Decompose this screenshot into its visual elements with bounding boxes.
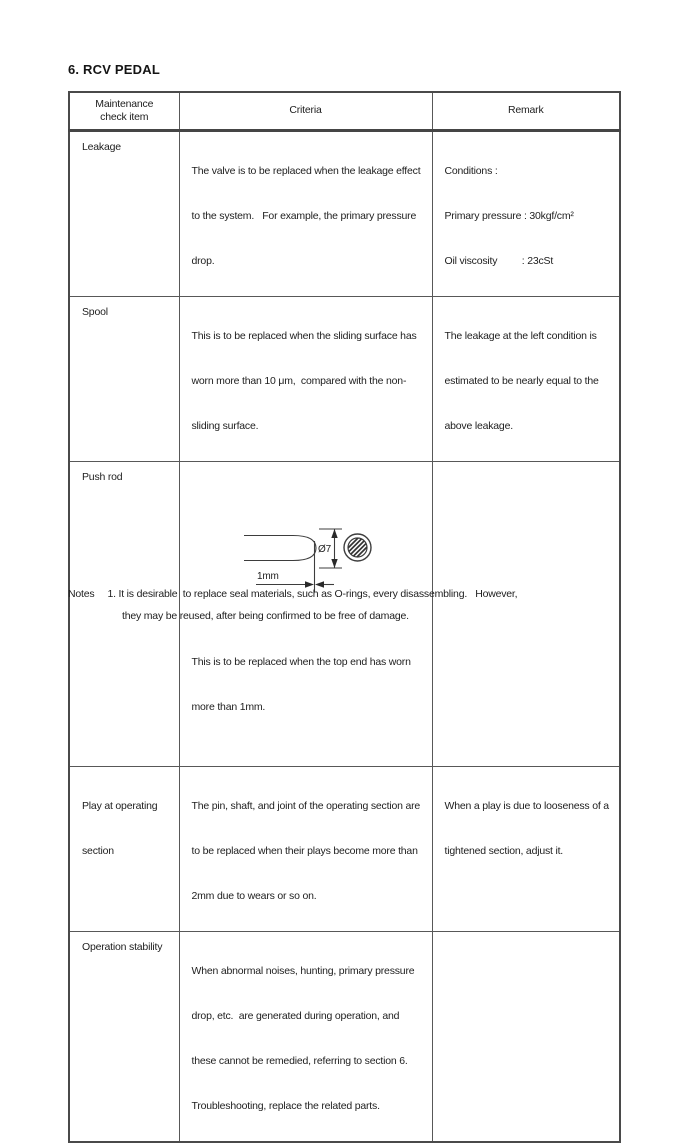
notes-section [68,583,633,627]
header-line: check item [100,111,149,123]
page-title: 6. RCV PEDAL [68,62,160,77]
table-row-operation-stability [69,932,620,1143]
notes-line-1 [68,583,633,605]
hatch-lines [345,535,370,560]
cell-item-spool [69,297,179,462]
text-line: sliding surface. [191,420,259,432]
cell-criteria-leakage [179,131,432,297]
text-line: Play at operating [82,800,158,812]
text-line: The pin, shaft, and joint of the operating section are [191,800,421,812]
text-line: Spool [82,306,108,318]
cell-item-leakage [69,131,179,297]
cell-remark-leakage [432,131,620,297]
cell-remark-stability-empty [432,932,620,1143]
text-line: to the system. For example, the primary pressure [191,210,417,222]
cell-item-stability [69,932,179,1143]
text-line: these cannot be remedied, referring to section 6. [191,1055,408,1067]
cell-criteria-stability [179,932,432,1143]
text-line: worn more than 10 μm, compared with the non- [191,375,407,387]
text-line: tightened section, adjust it. [444,845,564,857]
text-line: Push rod [82,471,123,483]
text-line: Troubleshooting, replace the related parts. [191,1100,380,1112]
text-line: 2mm due to wears or so on. [191,890,317,902]
arrow-down-icon [331,559,337,568]
header-remark: Remark [432,92,620,131]
table-row-play-at-operating-section [69,767,620,932]
cell-item-play [69,767,179,932]
arrow-up-icon [331,529,337,538]
notes-label: Notes [68,588,95,600]
cell-remark-play [432,767,620,932]
rod-outline [244,536,316,561]
wear-label: 1mm [256,571,279,582]
text-line: drop, etc. are generated during operation, and [191,1010,400,1022]
text-line: When abnormal noises, hunting, primary pressure [191,965,415,977]
notes-line-2: they may be reused, after being confirmed to be free of damage. [122,610,409,622]
text-line: Conditions : [444,165,498,177]
text-line: more than 1mm. [191,701,266,713]
text-line: This is to be replaced when the sliding surface has [191,330,417,342]
cell-criteria-play [179,767,432,932]
text-line: Operation stability [82,941,163,953]
text-line: Leakage [82,141,121,153]
text-line: The valve is to be replaced when the leakage effect [191,165,421,177]
header-line: Maintenance [95,97,154,110]
text-line: The leakage at the left condition is [444,330,597,342]
table-header-row [69,92,620,131]
table-row-spool [69,297,620,462]
text-line: above leakage. [444,420,513,432]
text-line: estimated to be nearly equal to the [444,375,599,387]
push-rod-dimension-drawing [180,500,430,596]
text-line: Oil viscosity : 23cSt [444,255,554,267]
text-line: to be replaced when their plays become more than [191,845,418,857]
cell-criteria-spool [179,297,432,462]
text-line: Primary pressure : 30kgf/cm² [444,210,574,222]
cell-remark-spool [432,297,620,462]
push-rod-criteria-text [180,620,432,742]
text-line: This is to be replaced when the top end has worn [191,656,411,668]
text-line: drop. [191,255,215,267]
text-line: When a play is due to looseness of a [444,800,609,812]
header-criteria: Criteria [179,92,432,131]
table-row-leakage [69,131,620,297]
text-line: section [82,845,114,857]
header-maintenance-check-item [69,92,179,131]
text-line: 1. It is desirable to replace seal materials, such as O-rings, every disassembling. However, [107,588,518,600]
diameter-label: Ø7 [317,544,331,555]
